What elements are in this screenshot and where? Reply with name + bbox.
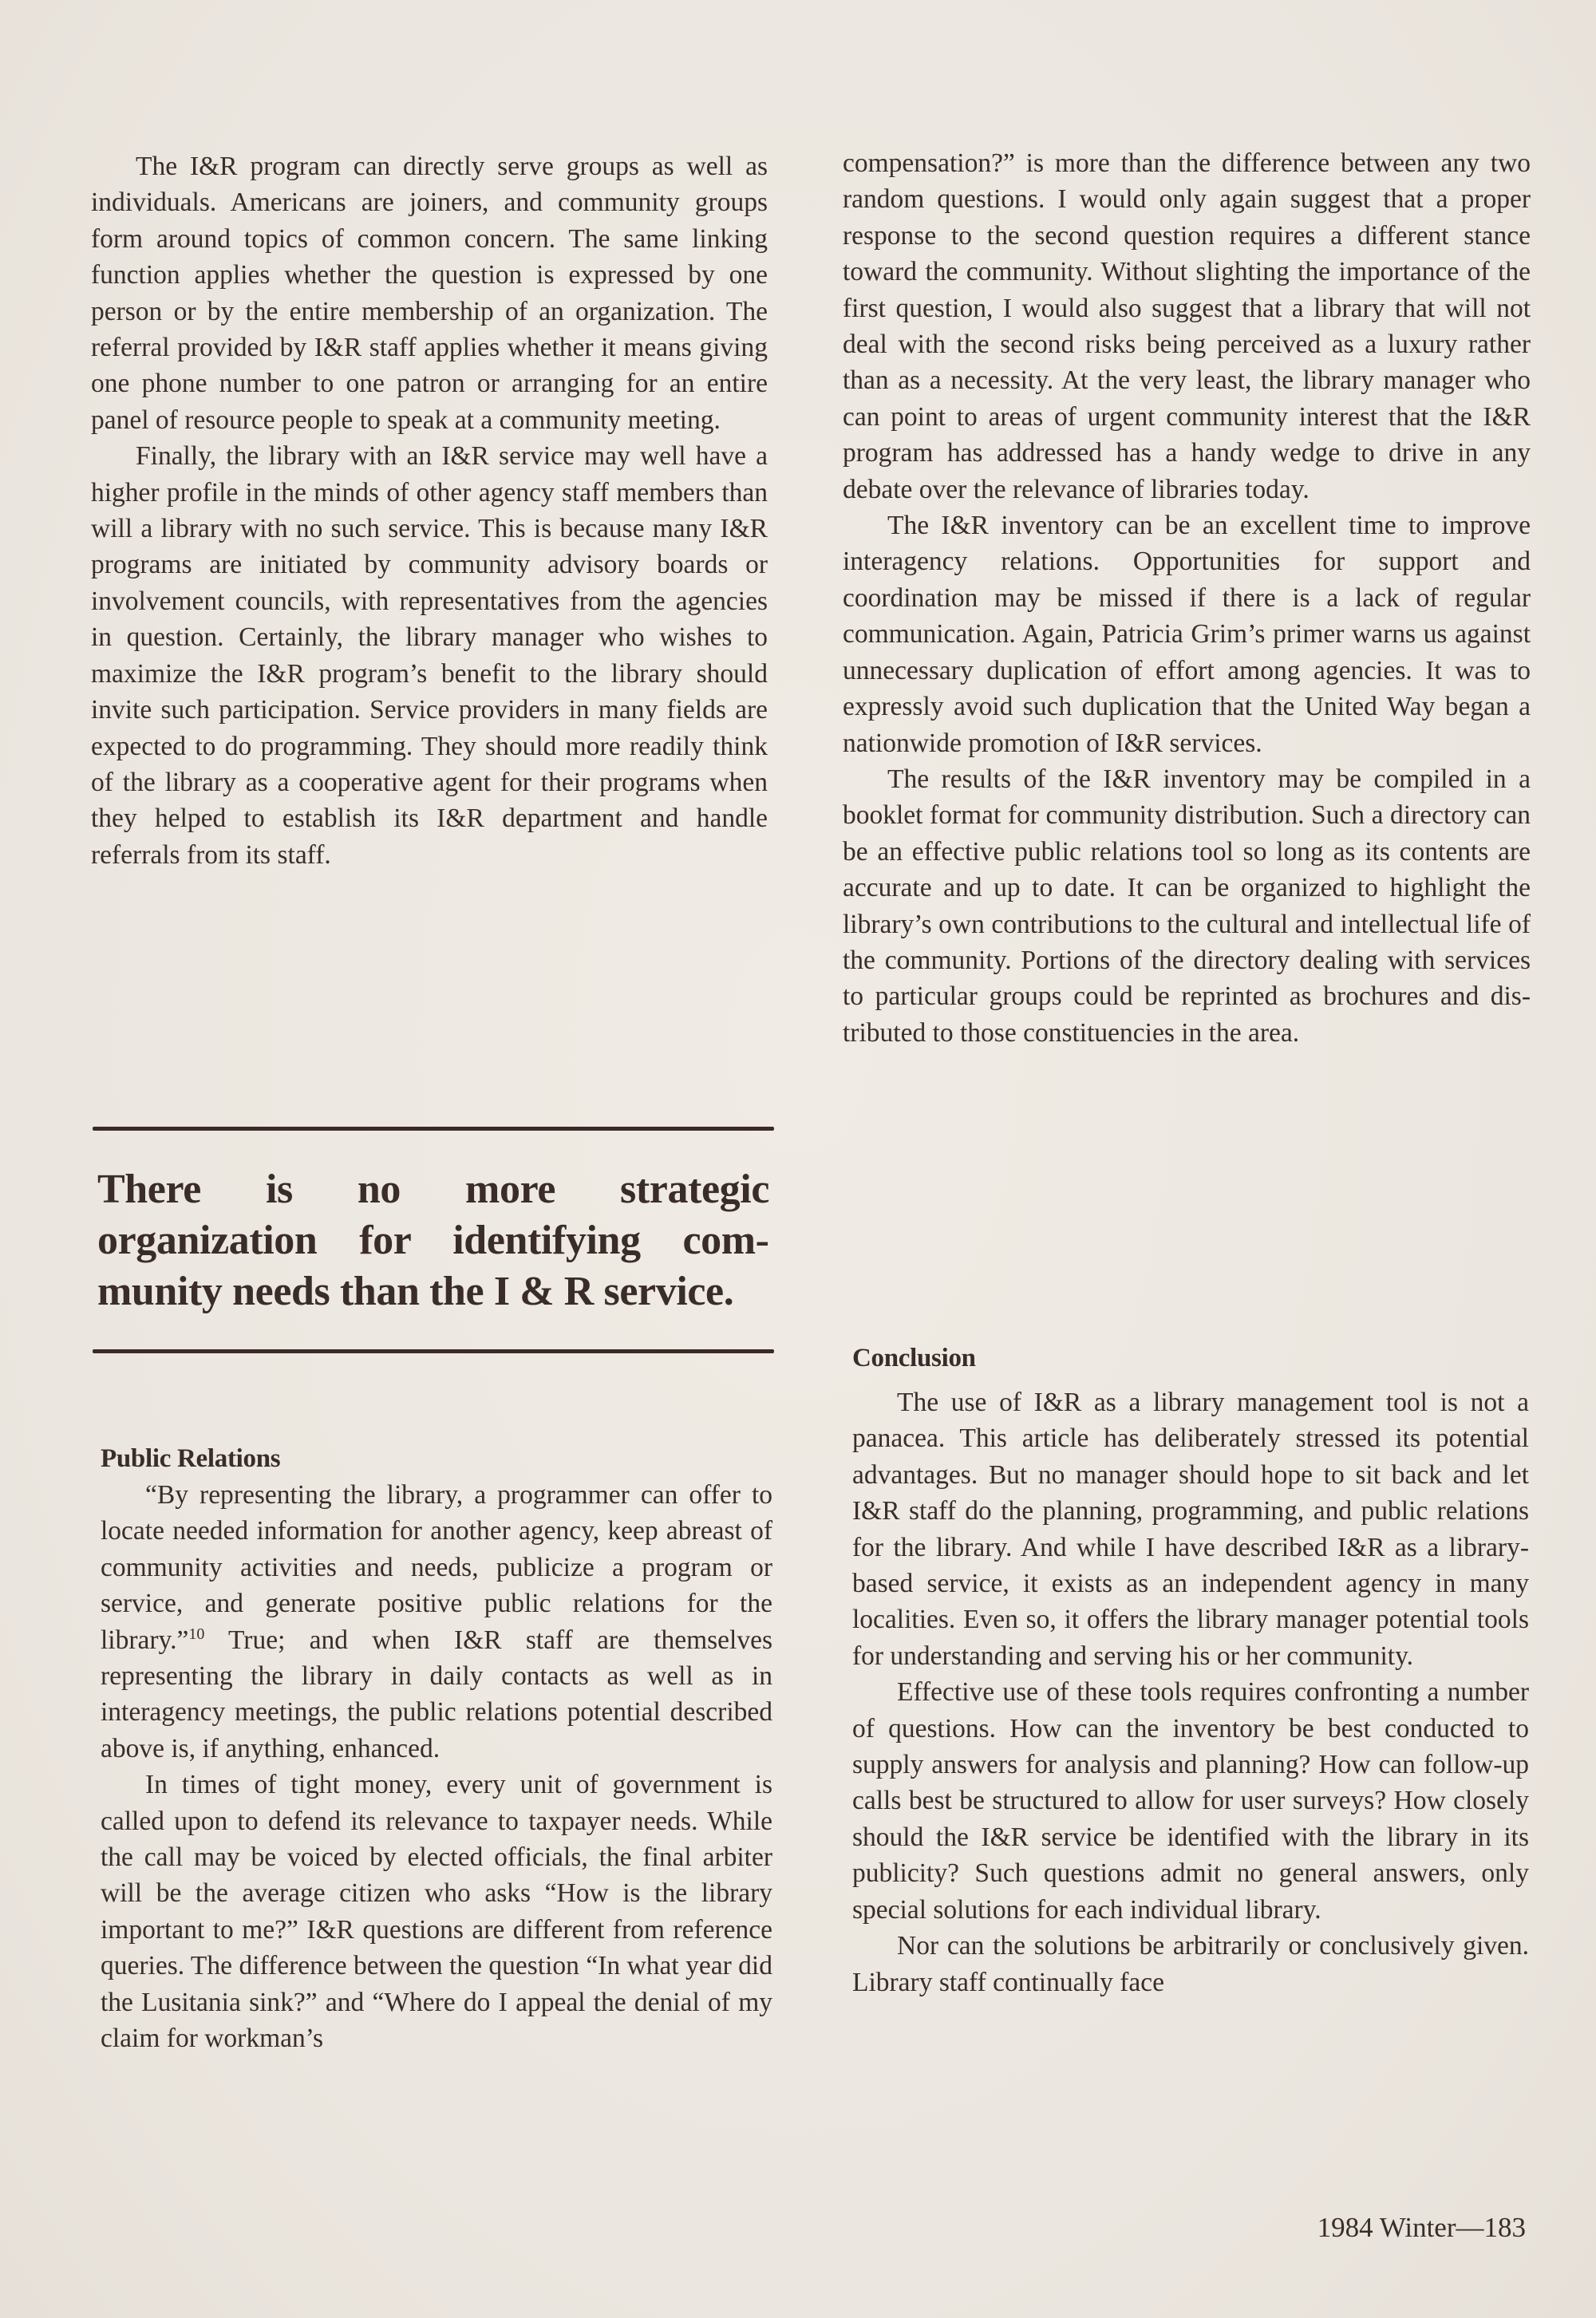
body-text: True; and when I&R staff are themselves representing the library in daily contacts as well as in interagency meetings, the public relations potential described above is, if anything, enhanced.: [101, 1625, 772, 1763]
section-heading-conclusion: Conclusion: [852, 1344, 976, 1372]
right-column-lower: [852, 1341, 1529, 2000]
quotation-text: “By representing the library, a programmer can offer to locate needed information for another agency, keep abreast of community activities and needs, publicize a program or service, and generate positive public relations for the library.”: [101, 1480, 772, 1655]
footnote-reference: 10: [188, 1625, 205, 1643]
left-column-upper: [91, 148, 768, 873]
body-paragraph: The I&R inventory can be an excellent time to improve interagency relations. Opportunities for support and coordination may be missed if there is a lack of regular communication. Again, Patricia Grim’s primer warns us against unnecessary duplication of effort among agencies. It was to expressly avoid such duplication that the United Way began a nationwide promotion of I&R services.: [843, 511, 1531, 758]
heading-spacer: [852, 1376, 1529, 1384]
pull-quote-top-rule: [93, 1127, 774, 1131]
body-paragraph: Nor can the solutions be arbitrarily or conclusively given. Library staff continually face: [852, 1931, 1529, 1997]
pull-quote: [93, 1127, 774, 1353]
pull-quote-text: There is no more strategic organization for identifying community needs than the I & R service.: [97, 1167, 769, 1314]
body-paragraph: [101, 1477, 772, 1767]
body-paragraph: Effective use of these tools requires confronting a number of questions. How can the inventory be best conducted to supply answers for analysis and planning? How can follow-up calls best be structured to allow for user surveys? How closely should the I&R service be identified with the library in its publicity? Such questions admit no general answers, only special solutions for each individual library.: [852, 1677, 1529, 1925]
right-column-upper: [843, 145, 1531, 1051]
pull-quote-bottom-rule: [93, 1349, 774, 1353]
body-paragraph-continued: compensation?” is more than the difference between any two random questions. I would only again suggest that a proper response to the second question requires a different stance toward the community. Without slighting the importance of the first question, I would also suggest that a library that will not deal with the second risks being perceived as a luxury rather than as a necessity. At the very least, the library manager who can point to areas of urgent community interest that the I&R program has addressed has a handy wedge to drive in any debate over the relevance of libraries today.: [843, 148, 1531, 504]
body-paragraph: The use of I&R as a library management tool is not a panacea. This article has deliberately stressed its potential advantages. But no manager should hope to sit back and let I&R staff do the planning, programming, and public relations for the library. And while I have described I&R as a library-based service, it exists as an independent agency in many localities. Even so, it offers the library manager potential tools for understanding and serving his or her community.: [852, 1388, 1529, 1671]
page-footer-issue-and-page-number: 1984 Winter—183: [1317, 2212, 1526, 2243]
body-paragraph: In times of tight money, every unit of government is called upon to defend its relevance to taxpayer needs. While the call may be voiced by elected officials, the final arbiter will be the average citizen who asks “How is the library important to me?” I&R questions are different from reference queries. The difference between the question “In what year did the Lusitania sink?” and “Where do I appeal the denial of my claim for workman’s: [101, 1770, 772, 2054]
body-paragraph: The I&R program can directly serve groups as well as individuals. Americans are joiners, and community groups form around topics of common concern. The same linking function applies whether the question is expressed by one person or by the entire membership of an organization. The referral provided by I&R staff applies whether it means giving one phone number to one patron or arranging for an entire panel of resource people to speak at a community meeting.: [91, 152, 768, 435]
body-paragraph: Finally, the library with an I&R service may well have a higher profile in the minds of other agency staff members than will a library with no such service. This is because many I&R programs are initiated by community advisory boards or involvement councils, with representatives from the agencies in question. Certainly, the library manager who wishes to maximize the I&R program’s benefit to the library should invite such participation. Service providers in many fields are expected to do programming. They should more readily think of the library as a cooperative agent for their programs when they helped to establish its I&R department and handle referrals from its staff.: [91, 441, 768, 870]
body-paragraph: The results of the I&R inventory may be compiled in a booklet format for community distribution. Such a directory can be an effective public relations tool so long as its contents are accurate and up to date. It can be organized to highlight the library’s own contributions to the cultural and intellectual life of the community. Portions of the directory dealing with services to particular groups could be reprinted as brochures and distributed to those constituencies in the area.: [843, 764, 1531, 1048]
section-heading-public-relations: Public Relations: [101, 1444, 281, 1473]
left-column-lower: [101, 1441, 772, 2057]
